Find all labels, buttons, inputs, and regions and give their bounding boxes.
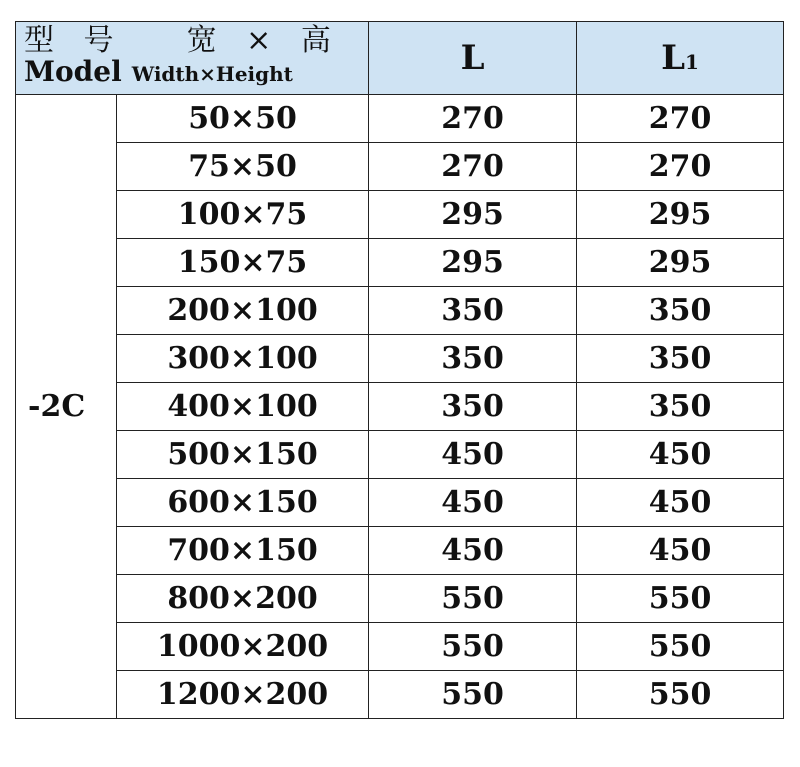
size-cell: 700×150 — [117, 527, 369, 575]
table-row — [16, 191, 784, 239]
size-cell: 150×75 — [117, 239, 369, 287]
L1-cell: 295 — [577, 239, 784, 287]
model-cell: -2C — [16, 95, 117, 719]
L-cell: 450 — [369, 431, 577, 479]
header-L1-sub: 1 — [685, 50, 699, 74]
header-row — [16, 22, 784, 95]
L1-cell: 270 — [577, 95, 784, 143]
L1-cell: 450 — [577, 479, 784, 527]
header-english-line — [24, 57, 368, 91]
table-row — [16, 95, 784, 143]
L1-cell: 350 — [577, 383, 784, 431]
size-cell: 100×75 — [117, 191, 369, 239]
L-cell: 450 — [369, 527, 577, 575]
header-L1-base: L — [661, 38, 685, 78]
header-zh-model: 型 号 — [24, 23, 124, 58]
table-row — [16, 527, 784, 575]
spec-table-frame — [15, 21, 783, 712]
table-row — [16, 287, 784, 335]
L1-cell: 450 — [577, 431, 784, 479]
size-cell: 300×100 — [117, 335, 369, 383]
size-cell: 400×100 — [117, 383, 369, 431]
L-cell: 350 — [369, 287, 577, 335]
header-zh-dims: 宽 × 高 — [186, 23, 341, 58]
table-row — [16, 623, 784, 671]
L1-cell: 550 — [577, 575, 784, 623]
L-cell: 270 — [369, 143, 577, 191]
table-body — [16, 95, 784, 719]
L1-cell: 550 — [577, 671, 784, 719]
size-cell: 500×150 — [117, 431, 369, 479]
L-cell: 295 — [369, 191, 577, 239]
table-row — [16, 335, 784, 383]
size-cell: 200×100 — [117, 287, 369, 335]
L1-cell: 350 — [577, 287, 784, 335]
L1-cell: 270 — [577, 143, 784, 191]
table-row — [16, 383, 784, 431]
size-cell: 75×50 — [117, 143, 369, 191]
table-row — [16, 431, 784, 479]
size-cell: 1000×200 — [117, 623, 369, 671]
L-cell: 450 — [369, 479, 577, 527]
size-cell: 800×200 — [117, 575, 369, 623]
header-en-dims: Width×Height — [131, 62, 293, 86]
L-cell: 550 — [369, 575, 577, 623]
table-row — [16, 143, 784, 191]
table-row — [16, 479, 784, 527]
table-row — [16, 575, 784, 623]
spec-table — [15, 21, 784, 719]
header-L1 — [577, 22, 784, 95]
L1-cell: 350 — [577, 335, 784, 383]
L-cell: 295 — [369, 239, 577, 287]
L1-cell: 450 — [577, 527, 784, 575]
header-L: L — [369, 22, 577, 95]
L-cell: 550 — [369, 671, 577, 719]
table-row — [16, 671, 784, 719]
table-row — [16, 239, 784, 287]
L-cell: 270 — [369, 95, 577, 143]
header-model-size — [16, 22, 369, 95]
header-en-model: Model — [24, 55, 122, 88]
L-cell: 350 — [369, 383, 577, 431]
L-cell: 350 — [369, 335, 577, 383]
L1-cell: 295 — [577, 191, 784, 239]
L1-cell: 550 — [577, 623, 784, 671]
L-cell: 550 — [369, 623, 577, 671]
size-cell: 600×150 — [117, 479, 369, 527]
size-cell: 50×50 — [117, 95, 369, 143]
header-chinese-line — [24, 25, 368, 57]
size-cell: 1200×200 — [117, 671, 369, 719]
